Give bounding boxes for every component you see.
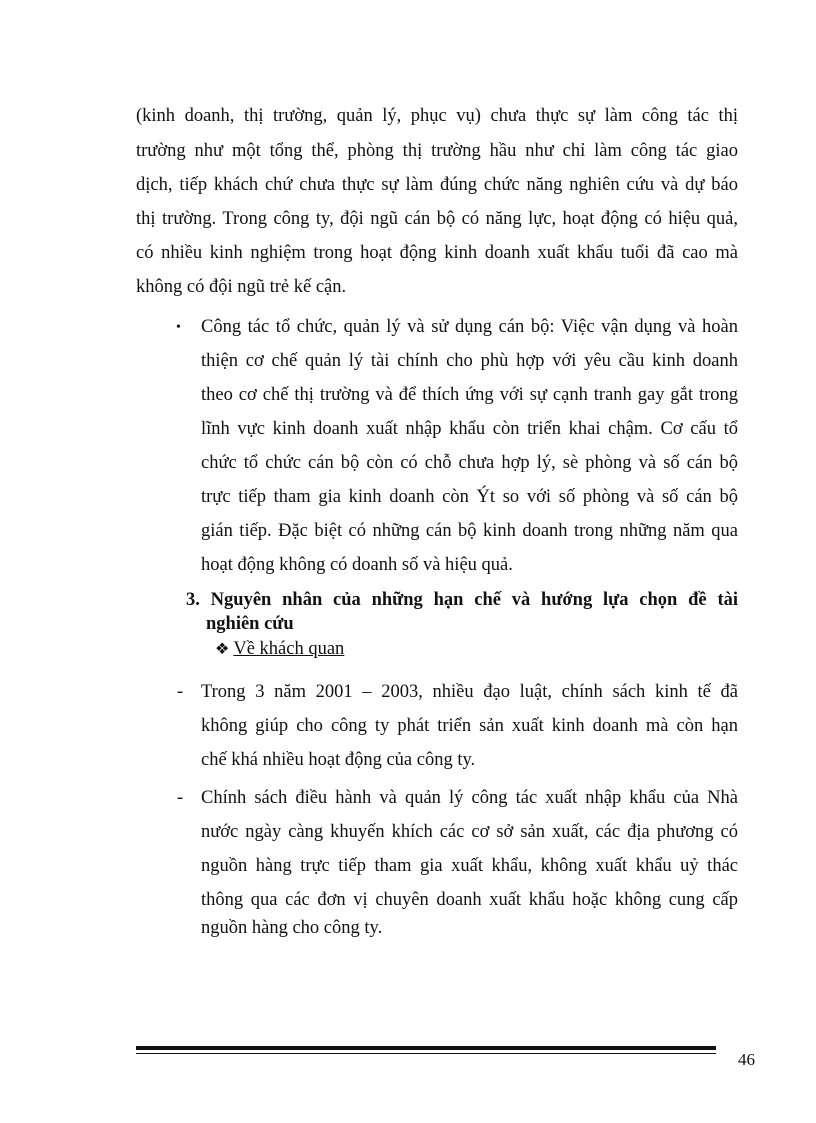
subheading-label: Về khách quan bbox=[233, 639, 345, 659]
paragraph-line: trường như một tổng thể, phòng thị trường hầu như chỉ làm công tác giao bbox=[136, 141, 738, 161]
section-heading: 3. Nguyên nhân của những hạn chế và hướng lựa chọn đề tài bbox=[186, 590, 738, 610]
paragraph-line: dịch, tiếp khách chứ chưa thực sự làm đúng chức năng nghiên cứu và dự báo bbox=[136, 175, 738, 195]
dash-item-line: Chính sách điều hành và quản lý công tác xuất nhập khẩu của Nhà bbox=[201, 788, 738, 808]
dash-item-line: nguồn hàng cho công ty. bbox=[201, 918, 383, 938]
dash-item-line: nguồn hàng trực tiếp tham gia xuất khẩu, không xuất khẩu uỷ thác bbox=[201, 856, 738, 876]
paragraph-line: có nhiều kinh nghiệm trong hoạt động kinh doanh xuất khẩu tuổi đã cao mà bbox=[136, 243, 738, 263]
section-heading-continuation: nghiên cứu bbox=[206, 614, 294, 634]
footer-rule bbox=[136, 1046, 716, 1050]
bullet-line: trực tiếp tham gia kinh doanh còn Ýt so với số phòng và số cán bộ bbox=[201, 487, 738, 507]
paragraph-line: thị trường. Trong công ty, đội ngũ cán bộ có năng lực, hoạt động có hiệu quả, bbox=[136, 209, 738, 229]
bullet-line: gián tiếp. Đặc biệt có những cán bộ kinh doanh trong những năm qua bbox=[201, 521, 738, 541]
dash-item-line: thông qua các đơn vị chuyên doanh xuất khẩu hoặc không cung cấp bbox=[201, 890, 738, 910]
bullet-icon: • bbox=[176, 320, 181, 335]
subheading bbox=[215, 637, 344, 662]
dash-icon: - bbox=[177, 788, 184, 808]
dash-item-line: chế khá nhiều hoạt động của công ty. bbox=[201, 750, 476, 770]
bullet-line: hoạt động không có doanh số và hiệu quả. bbox=[201, 555, 513, 575]
dash-item-line: Trong 3 năm 2001 – 2003, nhiều đạo luật, chính sách kinh tế đã bbox=[201, 682, 738, 702]
paragraph-line: không có đội ngũ trẻ kế cận. bbox=[136, 277, 347, 297]
dash-icon: - bbox=[177, 682, 184, 702]
bullet-line: chức tổ chức cán bộ còn có chỗ chưa hợp lý, sè phòng và số cán bộ bbox=[201, 453, 738, 473]
dash-item-line: nước ngày càng khuyến khích các cơ sở sản xuất, các địa phương có bbox=[201, 822, 738, 842]
bullet-line: theo cơ chế thị trường và để thích ứng với sự cạnh tranh gay gắt trong bbox=[201, 385, 738, 405]
bullet-line: lĩnh vực kinh doanh xuất nhập khẩu còn triển khai chậm. Cơ cấu tổ bbox=[201, 419, 738, 439]
footer-rule-thin bbox=[136, 1053, 716, 1054]
bullet-line: thiện cơ chế quản lý tài chính cho phù hợp với yêu cầu kinh doanh bbox=[201, 351, 738, 371]
diamond-bullet-icon: ❖ bbox=[215, 641, 230, 658]
dash-item-line: không giúp cho công ty phát triển sản xuất kinh doanh mà còn hạn bbox=[201, 716, 738, 736]
paragraph-line: (kinh doanh, thị trường, quản lý, phục vụ) chưa thực sự làm công tác thị bbox=[136, 106, 738, 126]
page-number: 46 bbox=[738, 1050, 755, 1069]
bullet-line: Công tác tổ chức, quản lý và sử dụng cán bộ: Việc vận dụng và hoàn bbox=[201, 317, 738, 337]
